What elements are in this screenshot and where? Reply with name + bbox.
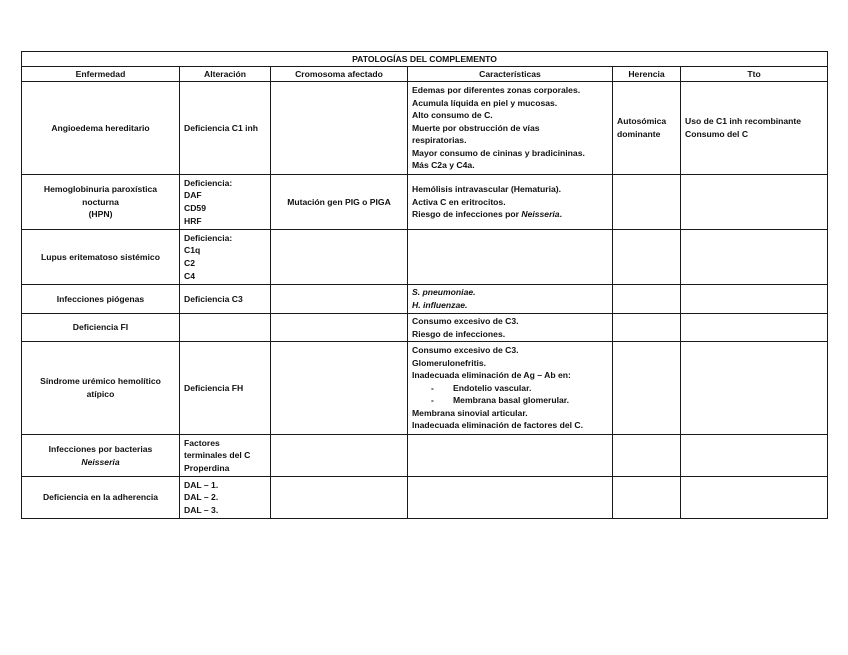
- feature-text: Riesgo de infecciones por: [412, 209, 522, 220]
- alteration-text: Factores: [184, 437, 220, 448]
- cell-disease: [22, 285, 180, 314]
- cell-treatment: [681, 82, 828, 175]
- cell-features: [408, 175, 613, 230]
- cell-inheritance: [613, 175, 681, 230]
- feature-line: Membrana sinovial articular.: [412, 407, 528, 418]
- cell-features: [408, 477, 613, 519]
- inheritance-text: Autosómica: [617, 116, 667, 127]
- dash-bullet: -: [431, 382, 434, 393]
- feature-line: respiratorias.: [412, 135, 467, 146]
- feature-line: [412, 208, 608, 221]
- cell-chromosome: [271, 285, 408, 314]
- cell-chromosome: [271, 342, 408, 435]
- cell-alteration: [180, 435, 271, 477]
- cell-disease: [22, 477, 180, 519]
- table-row: [22, 435, 828, 477]
- dash-bullet: -: [431, 395, 434, 406]
- inheritance-text: dominante: [617, 129, 661, 139]
- cell-chromosome: [271, 435, 408, 477]
- header-caracteristicas: Características: [408, 67, 613, 82]
- cell-disease: [22, 175, 180, 230]
- cell-inheritance: [613, 285, 681, 314]
- cell-alteration: [180, 230, 271, 285]
- feature-line: Consumo excesivo de C3.: [412, 315, 519, 326]
- alteration-text: Deficiencia C3: [184, 293, 243, 304]
- header-tto: Tto: [681, 67, 828, 82]
- cell-features: [408, 435, 613, 477]
- feature-sub-item: [412, 382, 608, 395]
- table-row: [22, 175, 828, 230]
- table-row: [22, 230, 828, 285]
- cell-alteration: [180, 342, 271, 435]
- cell-treatment: [681, 230, 828, 285]
- cell-treatment: [681, 435, 828, 477]
- cell-disease: [22, 342, 180, 435]
- feature-line: Muerte por obstrucción de vías: [412, 122, 540, 133]
- feature-line: Hemólisis intravascular (Hematuria).: [412, 184, 562, 195]
- cell-chromosome: Mutación gen PIG o PIGA: [271, 175, 408, 230]
- alteration-text: terminales del C: [184, 450, 251, 461]
- alteration-text: Deficiencia C1 inh: [184, 122, 259, 133]
- table-title: PATOLOGÍAS DEL COMPLEMENTO: [22, 52, 828, 67]
- feature-text: .: [559, 209, 562, 220]
- cell-features: [408, 230, 613, 285]
- disease-text: Angioedema hereditario: [51, 122, 150, 133]
- cell-alteration: [180, 175, 271, 230]
- feature-sub-item: [412, 394, 608, 407]
- cell-features: [408, 314, 613, 342]
- table-row: [22, 82, 828, 175]
- header-herencia: Herencia: [613, 67, 681, 82]
- disease-text: Síndrome urémico hemolítico: [40, 376, 161, 387]
- feature-line: Más C2a y C4a.: [412, 160, 475, 171]
- complement-pathologies-table: [21, 51, 828, 519]
- alteration-text: DAL – 2.: [184, 492, 219, 503]
- disease-text: atípico: [86, 389, 115, 399]
- cell-disease: [22, 314, 180, 342]
- feature-line: Inadecuada eliminación de Ag – Ab en:: [412, 370, 571, 381]
- alteration-text: Properdina: [184, 462, 230, 473]
- cell-inheritance: [613, 435, 681, 477]
- table-row: [22, 285, 828, 314]
- cell-alteration: [180, 285, 271, 314]
- feature-line: Alto consumo de C.: [412, 110, 493, 121]
- cell-disease: [22, 82, 180, 175]
- disease-text: nocturna: [82, 196, 119, 207]
- disease-text: Lupus eritematoso sistémico: [41, 251, 160, 262]
- alteration-text: Deficiencia:: [184, 177, 233, 188]
- alteration-text: HRF: [184, 215, 202, 226]
- organism-name: S. pneumoniae.: [412, 287, 476, 298]
- disease-text: (HPN): [88, 209, 113, 220]
- cell-alteration: [180, 314, 271, 342]
- alteration-text: C2: [184, 258, 195, 268]
- cell-features: [408, 342, 613, 435]
- alteration-text: DAL – 1.: [184, 479, 219, 490]
- cell-features: [408, 285, 613, 314]
- header-enfermedad: Enfermedad: [22, 67, 180, 82]
- feature-line: Inadecuada eliminación de factores del C.: [412, 420, 583, 431]
- header-alteracion: Alteración: [180, 67, 271, 82]
- cell-inheritance: [613, 342, 681, 435]
- feature-line: Riesgo de infecciones.: [412, 328, 506, 339]
- cell-chromosome: [271, 230, 408, 285]
- organism-name: Neisseria: [81, 456, 120, 467]
- treatment-text: Consumo del C: [685, 129, 749, 139]
- alteration-text: Deficiencia:: [184, 232, 233, 243]
- alteration-text: C4: [184, 270, 195, 281]
- table-row: [22, 342, 828, 435]
- organism-name: Neisseria: [521, 209, 560, 220]
- table-header-row: [22, 67, 828, 82]
- organism-name: H. influenzae.: [412, 300, 468, 310]
- cell-chromosome: [271, 82, 408, 175]
- cell-treatment: [681, 342, 828, 435]
- feature-line: Mayor consumo de cininas y bradicininas.: [412, 147, 585, 158]
- cell-disease: [22, 435, 180, 477]
- feature-line: Glomerulonefritis.: [412, 357, 487, 368]
- cell-treatment: [681, 314, 828, 342]
- alteration-text: Deficiencia FH: [184, 382, 244, 393]
- feature-text: Endotelio vascular.: [453, 382, 532, 393]
- disease-text: Deficiencia en la adherencia: [42, 492, 159, 503]
- cell-treatment: [681, 175, 828, 230]
- cell-inheritance: [613, 230, 681, 285]
- cell-disease: [22, 230, 180, 285]
- alteration-text: C1q: [184, 245, 201, 256]
- header-cromosoma: Cromosoma afectado: [271, 67, 408, 82]
- table-row: [22, 477, 828, 519]
- disease-text: Deficiencia FI: [72, 322, 129, 333]
- feature-text: Membrana basal glomerular.: [453, 395, 570, 406]
- cell-inheritance: [613, 477, 681, 519]
- treatment-text: Uso de C1 inh recombinante: [685, 116, 802, 127]
- alteration-text: DAL – 3.: [184, 504, 219, 515]
- disease-text: Infecciones por bacterias: [48, 443, 153, 454]
- alteration-text: CD59: [184, 203, 206, 213]
- disease-text: Infecciones piógenas: [56, 293, 145, 304]
- disease-text: Hemoglobinuria paroxística: [43, 184, 158, 195]
- feature-line: Activa C en eritrocitos.: [412, 196, 506, 207]
- cell-treatment: [681, 285, 828, 314]
- feature-line: Consumo excesivo de C3.: [412, 344, 519, 355]
- feature-line: Acumula líquida en piel y mucosas.: [412, 97, 558, 108]
- cell-features: [408, 82, 613, 175]
- alteration-text: DAF: [184, 190, 202, 201]
- table-title-row: [22, 52, 828, 67]
- feature-line: Edemas por diferentes zonas corporales.: [412, 84, 581, 95]
- cell-alteration: [180, 82, 271, 175]
- table-row: [22, 314, 828, 342]
- cell-alteration: [180, 477, 271, 519]
- cell-chromosome: [271, 477, 408, 519]
- cell-chromosome: [271, 314, 408, 342]
- cell-inheritance: [613, 314, 681, 342]
- cell-treatment: [681, 477, 828, 519]
- cell-inheritance: [613, 82, 681, 175]
